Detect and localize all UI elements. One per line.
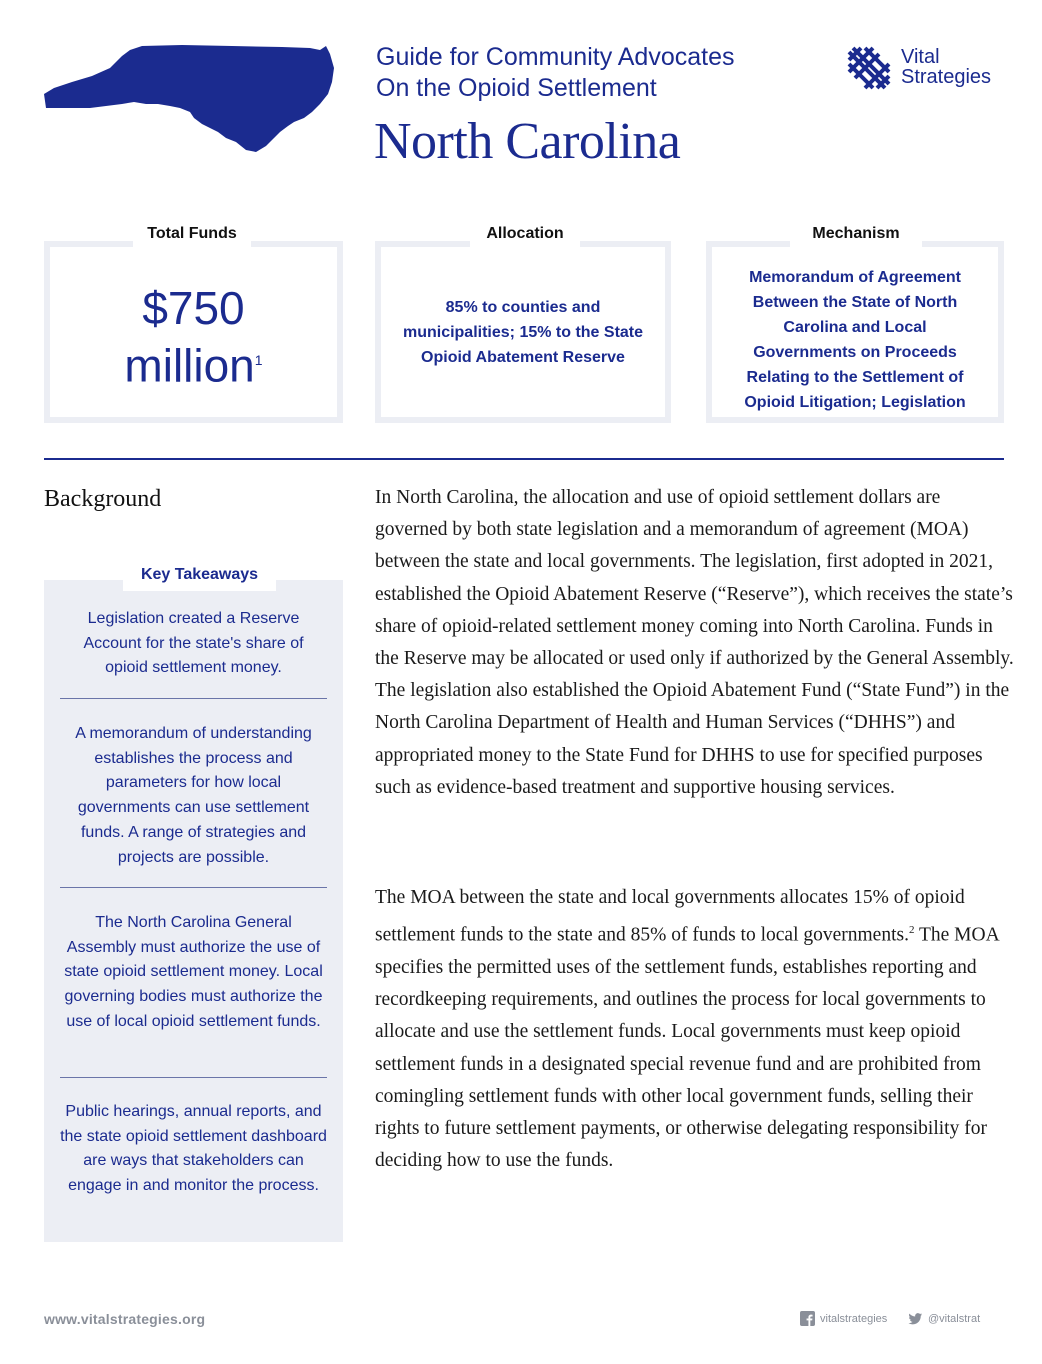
- guide-title-line2: On the Opioid Settlement: [376, 74, 657, 102]
- mechanism-box: [706, 241, 1004, 423]
- logo-line1: Vital: [901, 46, 940, 68]
- twitter-icon: [908, 1311, 923, 1326]
- takeaway-divider: [60, 698, 327, 699]
- paragraph-2-part2: The MOA specifies the permitted uses of the settlement funds, establishes reporting and recordkeeping requirements, and outlines the process for local governments to allocate and use the settlement funds. Local governments must keep opioid settlement funds in a designated special revenue fund and are prohibited from comingling settlement funds with other local government funds, selling their rights to future settlement payments, or otherwise delegating responsibility for deciding how to use the funds.: [375, 924, 999, 1172]
- takeaway-divider: [60, 1077, 327, 1078]
- vital-strategies-logo[interactable]: [845, 44, 1015, 92]
- takeaway-item: Public hearings, annual reports, and the state opioid settlement dashboard are ways that stakeholders can engage in and monitor the process.: [60, 1103, 327, 1195]
- background-paragraph-2: [375, 882, 1015, 1177]
- takeaway-item: The North Carolina General Assembly must authorize the use of state opioid settlement money. Local governing bodies must authorize the use of local opioid settlement funds.: [64, 914, 323, 1030]
- key-takeaways-label: Key Takeaways: [123, 551, 276, 591]
- facebook-link[interactable]: [800, 1311, 887, 1326]
- page-title: North Carolina: [374, 113, 681, 170]
- total-funds-amount-line2: million: [124, 339, 255, 392]
- vital-strategies-logo-icon: [845, 44, 893, 92]
- guide-title: [376, 42, 735, 104]
- guide-title-line1: Guide for Community Advocates: [376, 43, 735, 71]
- total-funds-box: [44, 241, 343, 423]
- section-heading: Background: [44, 486, 162, 512]
- allocation-label: Allocation: [470, 212, 580, 252]
- background-paragraph-1: In North Carolina, the allocation and use of opioid settlement dollars are governed by both state legislation and a memorandum of agreement (MOA) between the state and local governments. The legislation, first adopted in 2021, established the Opioid Abatement Reserve (“Reserve”), which receives the state’s share of opioid-related settlement money coming into North Carolina. Funds in the Reserve may be allocated or used only if authorized by the General Assembly. The legislation also established the Opioid Abatement Fund (“State Fund”) in the North Carolina Department of Health and Human Services (“DHHS”) and appropriated money to the State Fund for DHHS to use for specified purposes such as evidence-based treatment and supportive housing services.: [375, 487, 1014, 798]
- facebook-handle: vitalstrategies: [820, 1312, 888, 1325]
- footnote-marker: 2: [908, 924, 915, 937]
- north-carolina-map-icon: [42, 42, 342, 157]
- logo-line2: Strategies: [901, 66, 992, 88]
- footer-website-link[interactable]: www.vitalstrategies.org: [44, 1311, 206, 1327]
- twitter-handle: @vitalstrat: [928, 1312, 981, 1325]
- paragraph-2-part1: The MOA between the state and local governments allocates 15% of opioid settlement funds to the state and 85% of funds to local governments.: [375, 887, 965, 946]
- allocation-value: 85% to counties and municipalities; 15% to the State Opioid Abatement Reserve: [402, 298, 644, 366]
- twitter-link[interactable]: [908, 1311, 980, 1326]
- takeaway-item: Legislation created a Reserve Account for the state's share of opioid settlement money.: [83, 610, 304, 677]
- facebook-icon: [800, 1311, 815, 1326]
- takeaway-item: A memorandum of understanding establishes the process and parameters for how local governments can use settlement funds. A range of strategies and projects are possible.: [75, 725, 312, 866]
- mechanism-value: Memorandum of Agreement Between the State of North Carolina and Local Governments on Proceeds Relating to the Settlement of Opioid Litigation; Legislation: [744, 269, 966, 411]
- logo-wordmark: [901, 47, 991, 87]
- section-divider: [44, 458, 1004, 460]
- total-funds-label: Total Funds: [133, 212, 251, 252]
- mechanism-label: Mechanism: [790, 212, 922, 252]
- allocation-box: [375, 241, 671, 423]
- total-funds-amount-line1: $750: [142, 282, 245, 335]
- footnote-marker: 1: [254, 352, 263, 369]
- total-funds-amount: [124, 282, 262, 391]
- takeaway-divider: [60, 887, 327, 888]
